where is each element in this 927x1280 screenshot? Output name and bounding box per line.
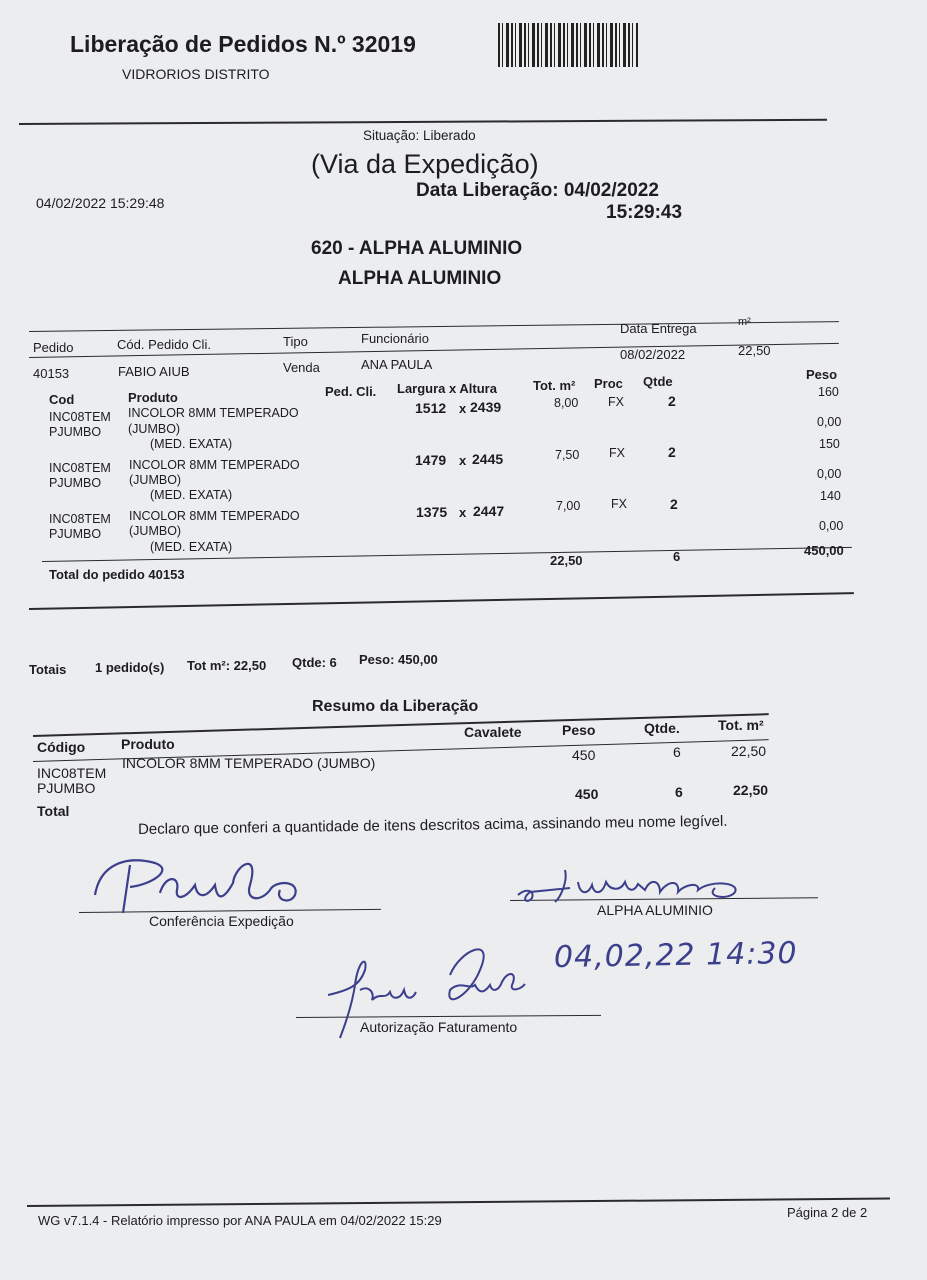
client-line-1: 620 - ALPHA ALUMINIO [311, 238, 523, 259]
item-produto-3: (MED. EXATA) [150, 437, 233, 451]
client-signature-label: ALPHA ALUMINIO [597, 902, 713, 918]
resumo-col-tot-m2: Tot. m² [718, 717, 764, 733]
item-qtde: 2 [668, 393, 676, 409]
col-peso: Peso [806, 367, 838, 382]
item-peso: 150 [819, 437, 840, 451]
item-tot-m2: 7,50 [555, 448, 580, 462]
resumo-row-produto: INCOLOR 8MM TEMPERADO (JUMBO) [122, 755, 376, 771]
totals-pedidos: 1 pedido(s) [95, 660, 165, 675]
resumo-row-peso: 450 [572, 747, 596, 763]
col-tot-m2: Tot. m² [533, 378, 576, 393]
value-cod-pedido-cli: FABIO AIUB [118, 364, 190, 379]
item-altura: 2439 [470, 399, 502, 415]
order-total-peso: 450,00 [804, 543, 844, 558]
item-proc: FX [609, 446, 625, 460]
item-peso-2: 0,00 [817, 467, 842, 481]
item-cod-2: PJUMBO [49, 476, 102, 490]
label-data-entrega: Data Entrega [620, 321, 697, 336]
footer-printed-by: WG v7.1.4 - Relatório impresso por ANA PAULA em 04/02/2022 15:29 [38, 1213, 442, 1228]
label-m2: m² [738, 316, 751, 328]
item-produto-1: INCOLOR 8MM TEMPERADO [129, 509, 300, 523]
declaration-text: Declaro que conferi a quantidade de itens descritos acima, assinando meu nome legível. [137, 812, 728, 838]
label-funcionario: Funcionário [361, 331, 429, 346]
value-pedido: 40153 [33, 366, 70, 381]
signature-conferencia [85, 845, 335, 920]
release-time: 15:29:43 [606, 202, 683, 223]
order-total-m2: 22,50 [550, 553, 583, 568]
release-date: Data Liberação: 04/02/2022 [416, 180, 659, 201]
col-cod: Cod [49, 392, 75, 407]
conferencia-label: Conferência Expedição [149, 913, 294, 929]
resumo-col-peso: Peso [562, 722, 596, 738]
item-cod-1: INC08TEM [49, 410, 111, 424]
item-peso: 160 [818, 385, 839, 399]
value-data-entrega: 08/02/2022 [620, 347, 686, 362]
item-produto-3: (MED. EXATA) [150, 488, 233, 502]
resumo-total-tot-m2: 22,50 [733, 782, 769, 798]
totals-label: Totais [29, 662, 67, 677]
totals-m2: Tot m²: 22,50 [187, 658, 267, 673]
item-produto-2: (JUMBO) [128, 422, 181, 436]
client-line-2: ALPHA ALUMINIO [338, 268, 502, 289]
resumo-title: Resumo da Liberação [312, 698, 479, 715]
col-qtde: Qtde [643, 374, 673, 389]
item-qtde: 2 [670, 496, 678, 512]
signature-autorizacao [320, 930, 540, 1045]
footer-page: Página 2 de 2 [787, 1205, 868, 1220]
resumo-total-peso: 450 [575, 786, 599, 802]
label-pedido: Pedido [33, 340, 74, 355]
order-bottom-rule [29, 592, 854, 610]
totals-peso: Peso: 450,00 [359, 652, 438, 667]
col-ped-cli: Ped. Cli. [325, 384, 377, 399]
item-altura: 2447 [473, 503, 505, 519]
item-altura: 2445 [472, 451, 504, 467]
status-text: Situação: Liberado [363, 128, 476, 143]
item-produto-2: (JUMBO) [129, 473, 182, 487]
handwritten-date: 04,02,22 14:30 [553, 935, 798, 976]
item-cod-2: PJUMBO [49, 527, 102, 541]
resumo-row-cod-2: PJUMBO [37, 780, 96, 796]
signature-client [510, 860, 750, 910]
label-tipo: Tipo [283, 334, 308, 349]
resumo-total-qtde: 6 [675, 784, 683, 800]
resumo-total-label: Total [37, 803, 70, 819]
item-produto-1: INCOLOR 8MM TEMPERADO [128, 406, 299, 420]
label-cod-pedido-cli: Cód. Pedido Cli. [117, 337, 211, 352]
footer-rule [27, 1197, 890, 1207]
printed-datetime: 04/02/2022 15:29:48 [36, 195, 165, 211]
item-produto-1: INCOLOR 8MM TEMPERADO [129, 458, 300, 472]
col-produto: Produto [128, 390, 178, 405]
item-x: x [459, 505, 467, 520]
item-x: x [459, 453, 467, 468]
value-funcionario: ANA PAULA [361, 357, 433, 372]
item-tot-m2: 8,00 [554, 396, 579, 410]
item-largura: 1512 [415, 400, 447, 416]
item-peso-2: 0,00 [819, 519, 844, 533]
item-cod-2: PJUMBO [49, 425, 102, 439]
value-tipo: Venda [283, 360, 320, 375]
item-cod-1: INC08TEM [49, 461, 111, 475]
barcode [498, 23, 638, 67]
order-top-rule [29, 321, 839, 332]
item-tot-m2: 7,00 [556, 499, 581, 513]
item-peso: 140 [820, 489, 841, 503]
totals-qtde: Qtde: 6 [292, 655, 337, 670]
order-total-qtde: 6 [673, 549, 681, 564]
item-produto-3: (MED. EXATA) [150, 540, 233, 554]
item-largura: 1479 [415, 452, 447, 468]
col-largura-altura: Largura x Altura [397, 381, 497, 396]
resumo-row-cod-1: INC08TEM [37, 765, 107, 781]
value-m2: 22,50 [738, 343, 771, 358]
company-name: VIDRORIOS DISTRITO [122, 66, 270, 82]
col-proc: Proc [594, 376, 623, 391]
resumo-col-codigo: Código [37, 739, 86, 755]
item-qtde: 2 [668, 444, 676, 460]
resumo-col-qtde: Qtde. [644, 720, 680, 736]
resumo-col-produto: Produto [121, 736, 175, 752]
item-proc: FX [608, 395, 624, 409]
item-peso-2: 0,00 [817, 415, 842, 429]
item-largura: 1375 [416, 504, 448, 520]
autorizacao-label: Autorização Faturamento [360, 1019, 518, 1035]
item-x: x [459, 401, 467, 416]
item-cod-1: INC08TEM [49, 512, 111, 526]
item-proc: FX [611, 497, 627, 511]
document-title: Liberação de Pedidos N.º 32019 [70, 31, 416, 57]
resumo-row-tot-m2: 22,50 [731, 743, 767, 759]
header-divider [19, 119, 827, 125]
item-produto-2: (JUMBO) [129, 524, 182, 538]
resumo-row-qtde: 6 [673, 744, 681, 760]
resumo-col-cavalete: Cavalete [464, 724, 522, 740]
order-total-label: Total do pedido 40153 [49, 567, 185, 582]
via-title: (Via da Expedição) [311, 149, 539, 179]
